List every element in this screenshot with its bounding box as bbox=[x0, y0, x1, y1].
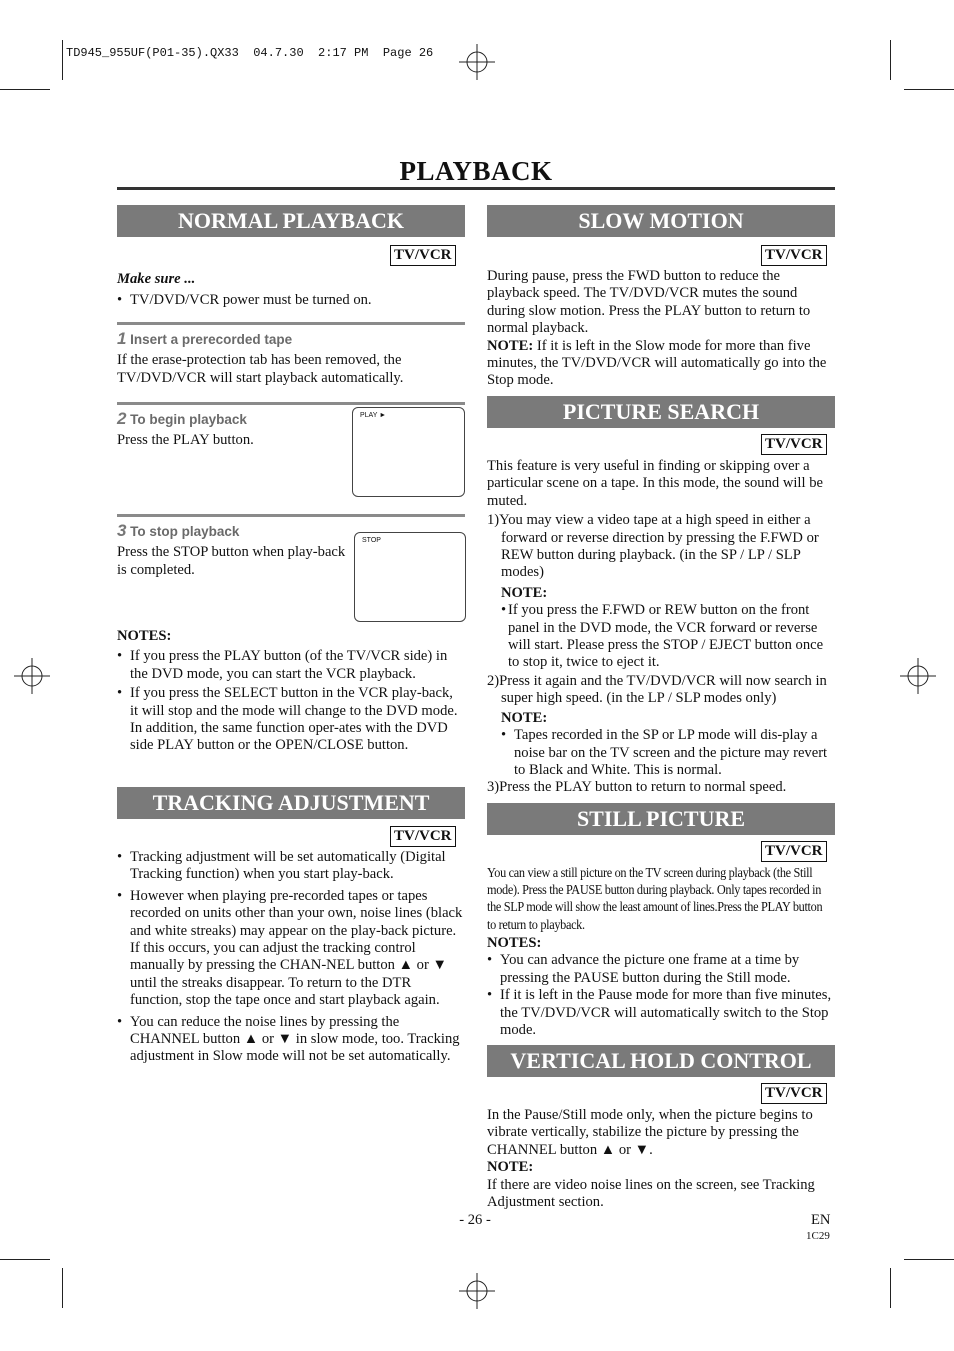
vertical-hold-note: If there are video noise lines on the screen, see Tracking Adjustment section. bbox=[487, 1176, 815, 1211]
tv-vcr-badge: TV/VCR bbox=[761, 434, 827, 455]
note-item: • You can advance the picture one frame at a time by pressing the PAUSE button during the Still mode. bbox=[487, 952, 835, 987]
step-number: 3 bbox=[117, 521, 127, 540]
notes-title: NOTES: bbox=[487, 935, 542, 951]
slow-motion-text: During pause, press the FWD button to reduce the playback speed. The TV/DVD/VCR mutes the sound during slow motion. Press the PLAY button to return to normal playback. bbox=[487, 268, 811, 337]
tracking-item: • However when playing pre-recorded tapes or tapes recorded on units other than your own, noise lines (black and white streaks) may appear on the play-back picture. If this occurs, you can adjust the tracking control manually by pressing the CHAN-NEL button ▲ or ▼ until the streaks disappear. To return to the DTR function, stop the tape once and start playback again. bbox=[117, 888, 463, 1010]
page-title: PLAYBACK bbox=[399, 156, 553, 186]
step-text: If the erase-protection tab has been removed, the TV/DVD/VCR will start playback automatically. bbox=[117, 352, 404, 386]
crop-mark bbox=[904, 89, 954, 90]
title-divider bbox=[117, 187, 835, 190]
crop-mark bbox=[890, 40, 891, 80]
step-divider bbox=[117, 402, 465, 405]
registration-mark-icon bbox=[459, 44, 495, 80]
language-code: EN bbox=[811, 1212, 831, 1228]
crop-mark bbox=[890, 1268, 891, 1308]
step-label: To stop playback bbox=[130, 524, 240, 539]
step-3 bbox=[117, 522, 347, 579]
tv-screen-play bbox=[352, 407, 465, 497]
tv-vcr-badge: TV/VCR bbox=[761, 1083, 827, 1104]
step-number: 2 bbox=[117, 409, 127, 428]
make-sure-label: Make sure ... bbox=[117, 271, 196, 287]
picture-search-step-1: 1)You may view a video tape at a high speed in either a forward or reverse direction by pressing the F.FWD or REW button during playback. (in the SP / LP / SLP modes) bbox=[487, 512, 819, 581]
tracking-bullets bbox=[117, 849, 463, 1066]
tv-vcr-badge: TV/VCR bbox=[761, 245, 827, 266]
step-1 bbox=[117, 330, 457, 387]
note-label: NOTE: bbox=[487, 1159, 534, 1176]
step-label: Insert a prerecorded tape bbox=[130, 332, 293, 347]
note-label: NOTE: bbox=[487, 337, 534, 354]
picture-search-heading: PICTURE SEARCH bbox=[487, 396, 835, 428]
step-2 bbox=[117, 410, 347, 450]
note-label: NOTE: bbox=[501, 584, 548, 601]
still-picture-body bbox=[487, 864, 857, 933]
note-label: NOTE: bbox=[501, 709, 548, 726]
still-picture-heading: STILL PICTURE bbox=[487, 803, 835, 835]
step-number: 1 bbox=[117, 329, 127, 348]
page-number: - 26 - bbox=[459, 1212, 491, 1228]
tracking-adjustment-heading: TRACKING ADJUSTMENT bbox=[117, 787, 465, 819]
step-divider bbox=[117, 514, 465, 517]
tv-screen-stop bbox=[354, 532, 466, 622]
still-picture-text: You can view a still picture on the TV screen during playback (the Still mode). Press the PAUSE button during playback. Only tapes recorded in the SLP mode will show the least amount of lines.Press the PLAY button to return to playback. bbox=[487, 865, 823, 932]
slow-motion-note: If it is left in the Slow mode for more than five minutes, the TV/DVD/VCR will automatically go into the Stop mode. bbox=[487, 337, 827, 389]
step-divider bbox=[117, 322, 465, 325]
crop-mark bbox=[62, 40, 63, 80]
tv-vcr-badge: TV/VCR bbox=[390, 826, 456, 847]
screen-osd-text: PLAY ► bbox=[360, 412, 387, 419]
make-sure-block bbox=[117, 271, 467, 310]
picture-search-intro: This feature is very useful in finding or skipping over a particular scene on a tape. In this mode, the sound will be muted. bbox=[487, 458, 823, 509]
normal-playback-heading: NORMAL PLAYBACK bbox=[117, 205, 465, 237]
registration-mark-icon bbox=[900, 658, 936, 694]
registration-mark-icon bbox=[459, 1273, 495, 1309]
picture-search-note-1: • If you press the F.FWD or REW button on the front panel in the DVD mode, the VCR forward or reverse will start. Please press the STOP / EJECT button once to stop it, twice to eject it. bbox=[501, 602, 837, 672]
note-item: • If you press the PLAY button (of the TV/VCR side) in the DVD mode, you can start the VCR playback. bbox=[117, 648, 463, 683]
vertical-hold-body bbox=[487, 1107, 835, 1211]
tracking-item: • You can reduce the noise lines by pressing the CHANNEL button ▲ or ▼ in slow mode, too. Tracking adjustment in Slow mode will not be set automatically. bbox=[117, 1014, 463, 1066]
tv-vcr-badge: TV/VCR bbox=[761, 841, 827, 862]
tracking-item: • Tracking adjustment will be set automatically (Digital Tracking function) when you start play-back. bbox=[117, 849, 463, 884]
note-item: • If you press the SELECT button in the VCR play-back, it will stop and the mode will change to the DVD mode. In addition, the same function oper-ates with the DVD side PLAY button or the OPEN/CLOSE button. bbox=[117, 685, 463, 755]
still-picture-notes bbox=[487, 935, 835, 1039]
file-info-header: TD945_955UF(P01-35).QX33 04.7.30 2:17 PM Page 26 bbox=[66, 46, 434, 60]
vertical-hold-heading: VERTICAL HOLD CONTROL bbox=[487, 1045, 835, 1077]
crop-mark bbox=[0, 1259, 50, 1260]
slow-motion-body bbox=[487, 268, 835, 390]
note-item: • If it is left in the Pause mode for more than five minutes, the TV/DVD/VCR will automatically switch to the Stop mode. bbox=[487, 987, 835, 1039]
picture-search-body bbox=[487, 458, 837, 797]
normal-playback-notes bbox=[117, 628, 463, 755]
screen-osd-text: STOP bbox=[362, 537, 381, 544]
crop-mark bbox=[62, 1268, 63, 1308]
slow-motion-heading: SLOW MOTION bbox=[487, 205, 835, 237]
picture-search-note-2: • Tapes recorded in the SP or LP mode will dis-play a noise bar on the TV screen and the picture may revert to Black and White. This is normal. bbox=[501, 727, 837, 779]
tv-vcr-badge: TV/VCR bbox=[390, 245, 456, 266]
power-requirement: • TV/DVD/VCR power must be turned on. bbox=[117, 292, 467, 309]
notes-title: NOTES: bbox=[117, 628, 172, 644]
step-text: Press the STOP button when play-back is completed. bbox=[117, 544, 346, 578]
crop-mark bbox=[904, 1259, 954, 1260]
picture-search-step-2: 2)Press it again and the TV/DVD/VCR will now search in super high speed. (in the LP / SLP modes only) bbox=[487, 672, 827, 707]
picture-search-step-3: 3)Press the PLAY button to return to normal speed. bbox=[487, 779, 787, 796]
step-label: To begin playback bbox=[130, 412, 247, 427]
crop-mark bbox=[0, 89, 50, 90]
model-code: 1C29 bbox=[806, 1230, 830, 1242]
vertical-hold-text: In the Pause/Still mode only, when the picture begins to vibrate vertically, stabilize the picture by pressing the CHANNEL button ▲ or ▼. bbox=[487, 1107, 813, 1158]
step-text: Press the PLAY button. bbox=[117, 432, 254, 449]
registration-mark-icon bbox=[14, 658, 50, 694]
